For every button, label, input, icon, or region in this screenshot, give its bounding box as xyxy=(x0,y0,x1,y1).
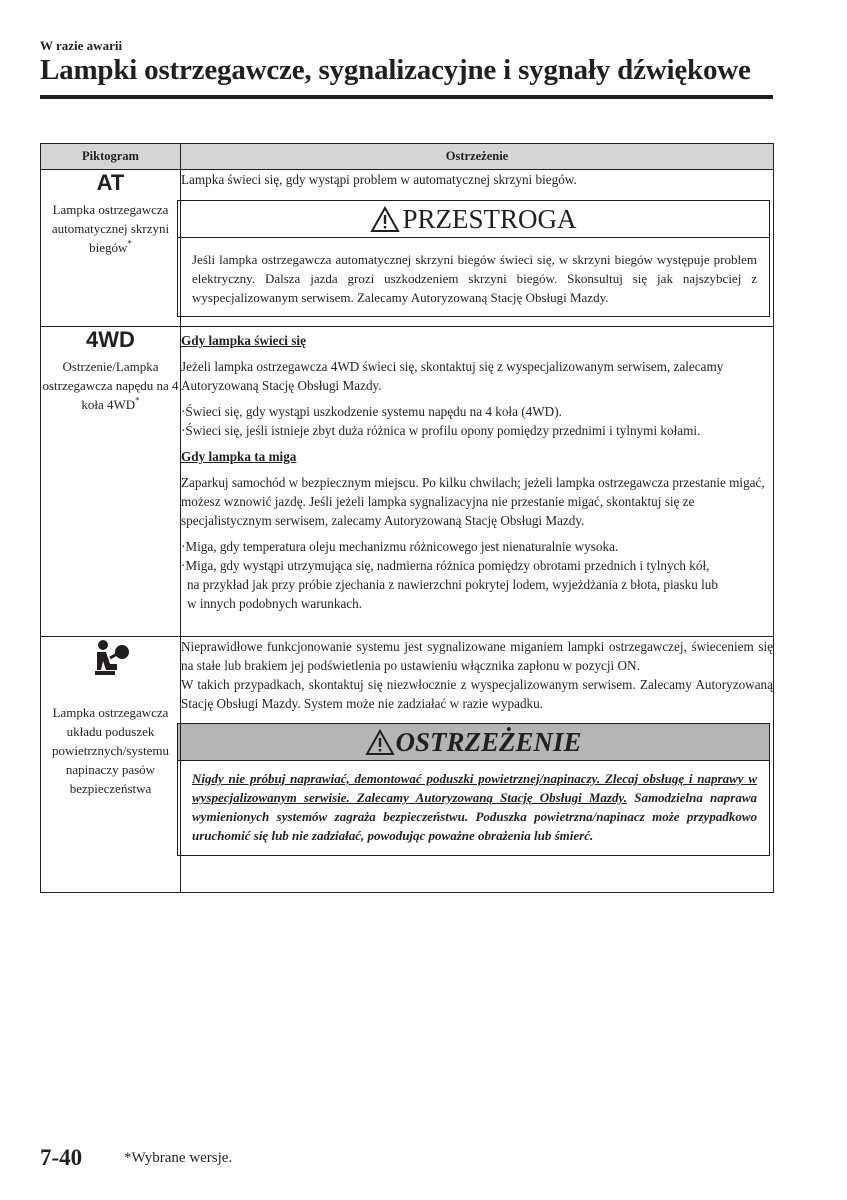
airbag-warning-icon xyxy=(89,637,133,681)
caution-text: Jeśli lampka ostrzegawcza automatycznej skrzyni biegów świeci się, w skrzyni biegów występuje problem elektryczny. Dalsza jazda grozi uszkodzeniem skrzyni biegów. Skonsultuj się jak najszybciej z wyspecjalizowanym serwisem. Zalecamy Autoryzowaną Stację Obsługi Mazdy. xyxy=(192,252,757,305)
pictogram-caption: Lampka ostrzegawcza automatycznej skrzyni biegów* xyxy=(51,202,170,255)
paragraph: Nieprawidłowe funkcjonowanie systemu jest sygnalizowane miganiem lampki ostrzegawczej, świeceniem się na stałe lub brakiem jej podświetlenia po ustawieniu włącznika zapłonu w pozycji ON. xyxy=(181,639,773,673)
title-rule xyxy=(40,95,773,99)
warning-cell xyxy=(181,637,774,893)
bullet-item: ·Świeci się, jeśli istnieje zbyt duża różnica w profilu opony pomiędzy przednimi i tylnymi kołami. xyxy=(181,423,701,438)
warning-cell xyxy=(181,327,774,637)
caution-header xyxy=(178,201,769,238)
paragraph: Zaparkuj samochód w bezpiecznym miejscu. Po kilku chwilach; jeżeli lampka ostrzegawcza przestanie migać, możesz wznowić jazdę. Jeśli jeżeli lampka sygnalizacyjna nie przestanie migać, skontaktuj się ze specjalistycznym serwisem, zalecamy Autoryzowaną Stację Obsługi Mazdy. xyxy=(181,475,765,528)
warning-title: OSTRZEŻENIE xyxy=(395,726,582,757)
warning-header xyxy=(178,724,769,761)
pictogram-cell xyxy=(41,170,181,327)
warning-triangle-icon xyxy=(370,206,400,233)
warning-lamps-table xyxy=(40,143,774,893)
warning-triangle-icon xyxy=(365,729,395,756)
column-header-warning: Ostrzeżenie xyxy=(181,144,774,170)
4wd-symbol: 4WD xyxy=(86,327,135,352)
subheading-lit: Gdy lampka świeci się xyxy=(181,333,306,348)
warning-cell xyxy=(181,170,774,327)
warning-intro: Lampka świeci się, gdy wystąpi problem w automatycznej skrzyni biegów. xyxy=(181,172,577,187)
table-row xyxy=(41,170,774,327)
warning-text-underlined: Nigdy nie próbuj naprawiać, demontować poduszki powietrznej/napinaczy. Zlecaj obsługę i naprawy w wyspecjalizowanym serwisie. Zalecamy Autoryzowaną Stację Obsługi Mazdy. xyxy=(192,771,757,805)
pictogram-caption: Ostrzenie/Lampka ostrzegawcza napędu na 4 koła 4WD* xyxy=(42,359,179,412)
pictogram-cell xyxy=(41,327,181,637)
bullet-item: ·Świeci się, gdy wystąpi uszkodzenie systemu napędu na 4 koła (4WD). xyxy=(181,404,562,419)
paragraph: Jeżeli lampka ostrzegawcza 4WD świeci się, skontaktuj się z wyspecjalizowanym serwisem, zalecamy Autoryzowaną Stację Obsługi Mazdy. xyxy=(181,359,724,393)
warning-text xyxy=(178,761,769,855)
warning-text-rest: Samodzielna naprawa wymienionych systemów zagraża bezpieczeństwu. Poduszka powietrzna/napinacz może przypadkowo uruchomić się lub nie zadziałać, powodując poważne obrażenia lub śmierć. xyxy=(192,790,757,843)
column-header-pictogram: Piktogram xyxy=(41,144,181,170)
pictogram-cell xyxy=(41,637,181,893)
bullet-item: ·Miga, gdy temperatura oleju mechanizmu różnicowego jest nienaturalnie wysoka. xyxy=(181,539,619,554)
at-symbol: AT xyxy=(96,170,125,195)
bullet-item-continued: w innych podobnych warunkach. xyxy=(187,596,363,611)
caution-box xyxy=(177,200,770,317)
page-number: 7-40 xyxy=(40,1145,83,1170)
table-row xyxy=(41,327,774,637)
bullet-item-continued: na przykład jak przy próbie zjechania z nawierzchni pokrytej lodem, wyjeżdżania z błota, piasku lub xyxy=(187,577,718,592)
footnote: *Wybrane wersje. xyxy=(124,1150,233,1166)
section-label: W razie awarii xyxy=(40,38,123,53)
bullet-item: ·Miga, gdy wystąpi utrzymująca się, nadmierna różnica pomiędzy obrotami przednich i tylnych kół, xyxy=(181,558,710,573)
caution-title: PRZESTROGA xyxy=(402,203,577,234)
warning-box xyxy=(177,723,770,856)
page-title: Lampki ostrzegawcze, sygnalizacyjne i sygnały dźwiękowe xyxy=(40,54,751,86)
table-row xyxy=(41,637,774,893)
pictogram-caption: Lampka ostrzegawcza układu poduszek powietrznych/systemu napinaczy pasów bezpieczeństwa xyxy=(52,705,169,796)
subheading-flashing: Gdy lampka ta miga xyxy=(181,449,297,464)
table-header-row xyxy=(41,144,774,170)
paragraph: W takich przypadkach, skontaktuj się niezwłocznie z wyspecjalizowanym serwisem. Zalecamy Autoryzowaną Stację Obsługi Mazdy. System może nie zadziałać w razie wypadku. xyxy=(181,677,773,711)
